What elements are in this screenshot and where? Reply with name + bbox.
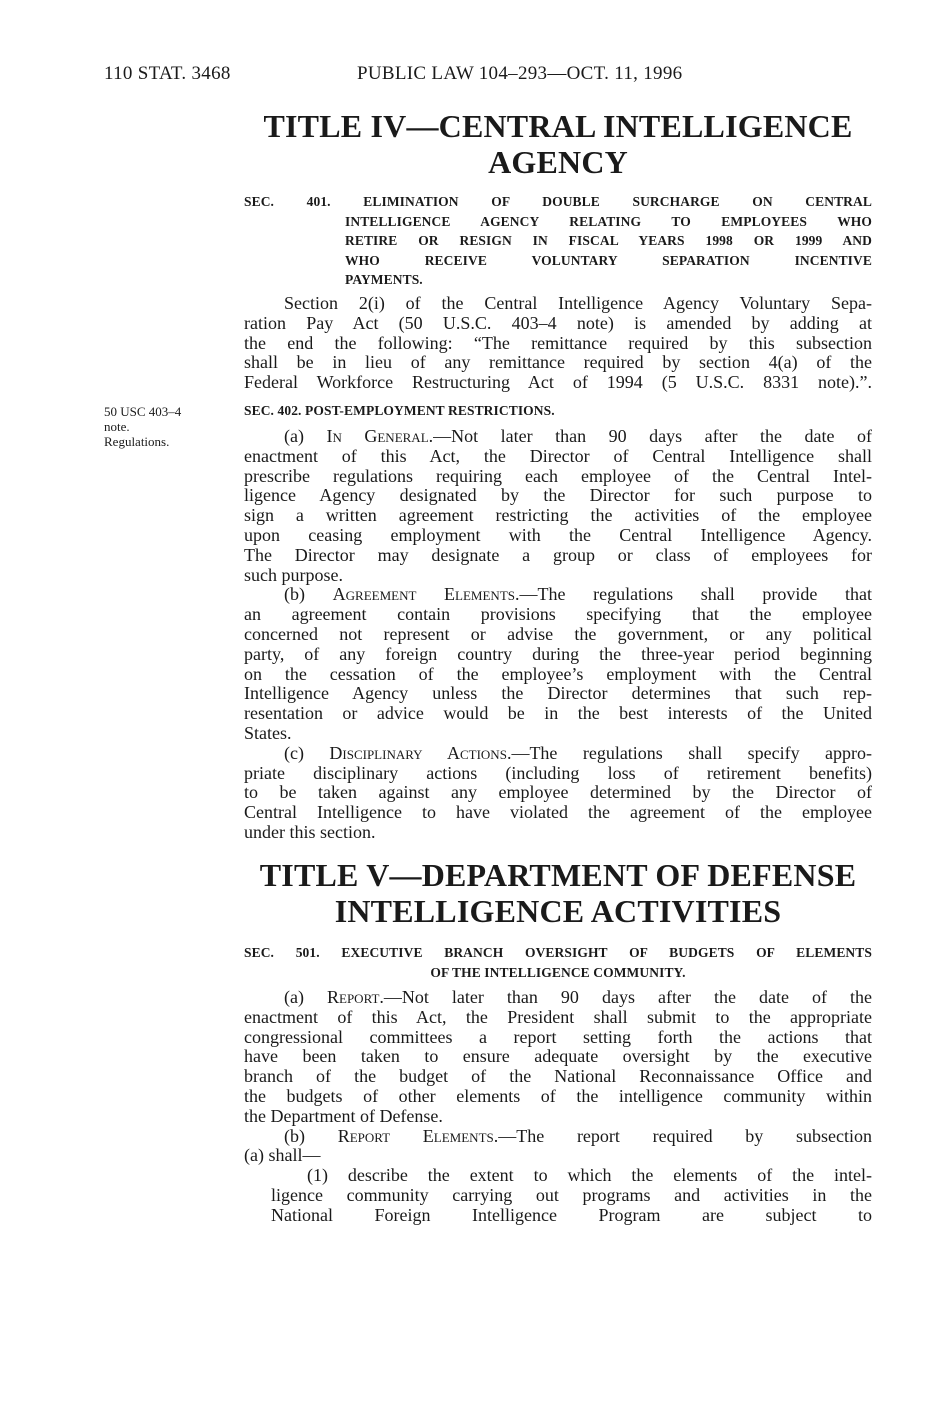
subsection-caption: In General [326, 426, 429, 446]
heading-line: WHO RECEIVE VOLUNTARY SEPARATION INCENTIVE [345, 252, 872, 268]
heading-line: OF THE INTELLIGENCE COMMUNITY. [430, 964, 686, 980]
subsection-caption: Report Elements [337, 1125, 494, 1146]
margin-note-line: Regulations. [104, 434, 170, 449]
subsection-b-line [244, 585, 872, 605]
margin-note-line: note. [104, 419, 130, 434]
paragraph-1-line: (1) describe the extent to which the elements of the intel- [307, 1165, 872, 1186]
body-line: The Director may designate a group or class of employees for [244, 544, 872, 565]
heading-line: SEC. 401. ELIMINATION OF DOUBLE SURCHARGE ON CENTRAL [244, 194, 872, 209]
body-line: the Department of Defense. [244, 1105, 443, 1126]
body-line: shall be in lieu of any remittance required by section 4(a) of the [244, 352, 872, 373]
body-line: concerned not represent or advise the government, or any political [244, 623, 872, 644]
body-text: .—Not later than 90 days after the date of the [379, 987, 872, 1007]
title-iv-heading [244, 108, 872, 180]
subsection-a-line [244, 427, 872, 447]
sec-401-heading [244, 192, 872, 290]
sec-501-body [244, 988, 872, 1226]
sec-402-body [244, 427, 872, 843]
subsection-label: (c) [284, 742, 330, 763]
body-line: the budgets of other elements of the intelligence community within [244, 1085, 872, 1106]
body-line: resentation or advice would be in the best interests of the United [244, 703, 872, 724]
body-line: the end the following: “The remittance required by this subsection [244, 332, 872, 353]
body-line: enactment of this Act, the Director of Central Intelligence shall [244, 445, 872, 466]
subsection-label: (a) [284, 987, 327, 1007]
margin-note-line: 50 USC 403–4 [104, 404, 182, 419]
body-line: Federal Workforce Restructuring Act of 1994 (5 U.S.C. 8331 note).”. [244, 372, 872, 393]
title-line: AGENCY [488, 144, 628, 180]
page-stat-number: 110 STAT. 3468 [104, 63, 231, 84]
body-line: ration Pay Act (50 U.S.C. 403–4 note) is amended by adding at [244, 312, 872, 333]
sec-501-heading [244, 943, 872, 982]
subsection-label: (b) [284, 1125, 338, 1146]
margin-note [104, 404, 214, 449]
subsection-b-line [244, 1127, 872, 1147]
body-line: Section 2(i) of the Central Intelligence Agency Voluntary Sepa- [284, 293, 872, 313]
heading-line: PAYMENTS. [345, 272, 423, 287]
body-text: .—The regulations shall specify appro- [506, 742, 872, 763]
subsection-caption: Report [327, 987, 380, 1007]
body-line: (a) shall— [244, 1145, 321, 1166]
body-line: prescribe regulations requiring each employee of the Central Intel- [244, 465, 872, 486]
heading-line: SEC. 501. EXECUTIVE BRANCH OVERSIGHT OF BUDGETS OF ELEMENTS [244, 945, 872, 960]
heading-line: RETIRE OR RESIGN IN FISCAL YEARS 1998 OR 1999 AND [345, 233, 872, 248]
heading-line: INTELLIGENCE AGENCY RELATING TO EMPLOYEES WHO [345, 213, 872, 229]
subsection-a-line [244, 988, 872, 1008]
title-line: INTELLIGENCE ACTIVITIES [334, 893, 782, 929]
body-line: an agreement contain provisions specifying that the employee [244, 604, 872, 625]
body-line: Central Intelligence to have violated the agreement of the employee [244, 802, 872, 823]
title-line: TITLE IV—CENTRAL INTELLIGENCE [263, 108, 853, 144]
title-v-heading [244, 857, 872, 929]
paragraph-1-line: ligence community carrying out programs and activities in the [271, 1184, 872, 1205]
paragraph-1-line: National Foreign Intelligence Program are subject to [271, 1204, 872, 1225]
body-line: on the cessation of the employee’s employment with the Central [244, 663, 872, 684]
body-line: have been taken to ensure adequate oversight by the executive [244, 1046, 872, 1067]
body-line: branch of the budget of the National Reconnaissance Office and [244, 1066, 872, 1087]
sec-401-body [244, 294, 872, 393]
body-line: such purpose. [244, 564, 343, 585]
body-text: .—Not later than 90 days after the date of [428, 426, 873, 446]
body-line: priate disciplinary actions (including loss of retirement benefits) [244, 762, 872, 783]
body-line: ligence Agency designated by the Director for such purpose to [244, 485, 872, 506]
body-line: upon ceasing employment with the Central Intelligence Agency. [244, 524, 872, 545]
body-text: .—The regulations shall provide that [515, 584, 872, 605]
running-header: PUBLIC LAW 104–293—OCT. 11, 1996 [357, 63, 683, 84]
body-line: party, of any foreign country during the three-year period beginning [244, 643, 872, 664]
sec-402-heading [244, 401, 872, 421]
title-line: TITLE V—DEPARTMENT OF DEFENSE [259, 857, 857, 893]
heading-line: SEC. 402. POST-EMPLOYMENT RESTRICTIONS. [244, 403, 555, 418]
subsection-caption: Agreement Elements [332, 584, 515, 605]
body-line: congressional committees a report setting forth the actions that [244, 1026, 872, 1047]
body-line: Intelligence Agency unless the Director determines that such rep- [244, 683, 872, 704]
body-text: .—The report required by subsection [493, 1125, 872, 1146]
subsection-label: (b) [284, 584, 333, 605]
body-line: under this section. [244, 821, 376, 842]
body-line: States. [244, 722, 292, 743]
body-line: sign a written agreement restricting the activities of the employee [244, 505, 872, 526]
subsection-c-line [244, 744, 872, 764]
subsection-label: (a) [284, 426, 327, 446]
subsection-caption: Disciplinary Actions [329, 742, 507, 763]
body-line: to be taken against any employee determined by the Director of [244, 782, 872, 803]
body-line: enactment of this Act, the President shall submit to the appropriate [244, 1006, 872, 1027]
